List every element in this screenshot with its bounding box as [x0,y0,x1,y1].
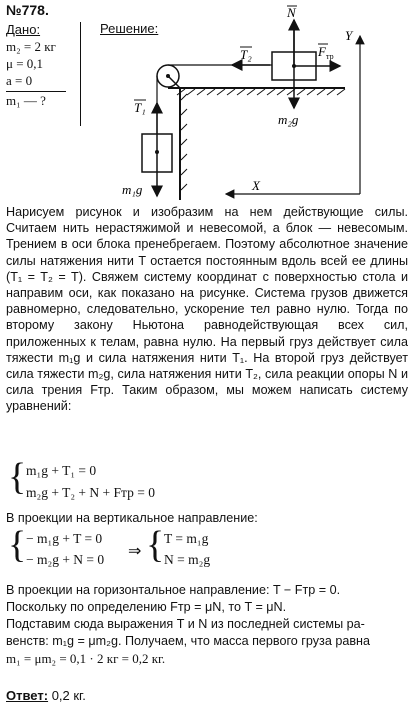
answer-value: 0,2 кг. [51,688,86,703]
given-line: μ = 0,1 [6,56,44,71]
label-T2: T₂ [240,47,252,62]
substitute-line-1: Подставим сюда выражения T и N из последней системы ра- [6,617,365,631]
system1-eq2: m₂g + T₂ + N + Fтр = 0 [26,485,155,500]
vertical-label: В проекции на вертикальное направление: [6,511,258,525]
answer-label: Ответ: [6,688,49,703]
label-m2g: m₂g [278,112,299,127]
given-line: a = 0 [6,73,33,88]
system2-left-eq2: − m₂g + N = 0 [26,552,105,567]
problem-number: №778. [6,2,49,18]
label-T1: T₁ [134,100,146,115]
system2-left-brace: { [8,524,27,566]
system2-right-eq1: T = m₁g [164,531,209,546]
substitute-line-2: венств: m₁g = μm₂g. Получаем, что масса первого груза равна [6,634,370,648]
label-Ftr-sub: тр [326,52,334,61]
definition-line: Поскольку по определению Fтр = μN, то T = μN. [6,600,287,614]
system2-right-eq2: N = m₂g [164,552,211,567]
label-m1g: m₁g [122,182,143,197]
result-line: m₁ = μm₂ = 0,1 · 2 кг = 0,2 кг. [6,651,166,666]
system1-eq1: m₁g + T₁ = 0 [26,463,97,478]
force-diagram [0,0,413,205]
solution-paragraph: Нарисуем рисунок и изобразим на нем действующие силы. Считаем нить нерастяжимой и невесомой, а блок — невесомым. Трением в оси блока пренебрегаем. Поэтому абсолютное значение силы натяжения нити T остается постоянным вдоль всей ее длины (T₁ = T₂ = T). Свяжем систему координат с поверхностью стола и направим оси, как показано на рисунке. Система грузов движется равномерно, следовательно, ускорение тел равно нулю. Тогда по второму закону Ньютона равнодействующая всех сил, приложенных к телам, равна нулю. На первый груз действует сила тяжести m₁g и сила натяжения нити T₁. На второй груз действует сила тяжести m₂g, сила натяжения нити T₂, сила реакции опоры N и сила трения Fтр. Таким образом, мы можем написать систему уравнений: [6,205,408,414]
horizontal-line: В проекции на горизонтальное направление: T − Fтр = 0. [6,583,341,597]
label-Y: Y [345,28,353,43]
system2-right-brace: { [146,524,165,566]
system2-left-eq1: − m₁g + T = 0 [26,531,103,546]
answer [6,688,86,703]
given-heading: Дано: [6,22,41,37]
label-X: X [252,178,260,193]
solution-heading: Решение: [100,21,159,36]
given-line: m₂ = 2 кг [6,39,56,54]
label-Ftr: F [318,44,326,59]
system2-arrow: ⇒ [128,543,142,560]
given-find: m₁ — ? [6,93,46,108]
label-N: N [287,5,296,20]
system1-brace: { [8,456,27,498]
